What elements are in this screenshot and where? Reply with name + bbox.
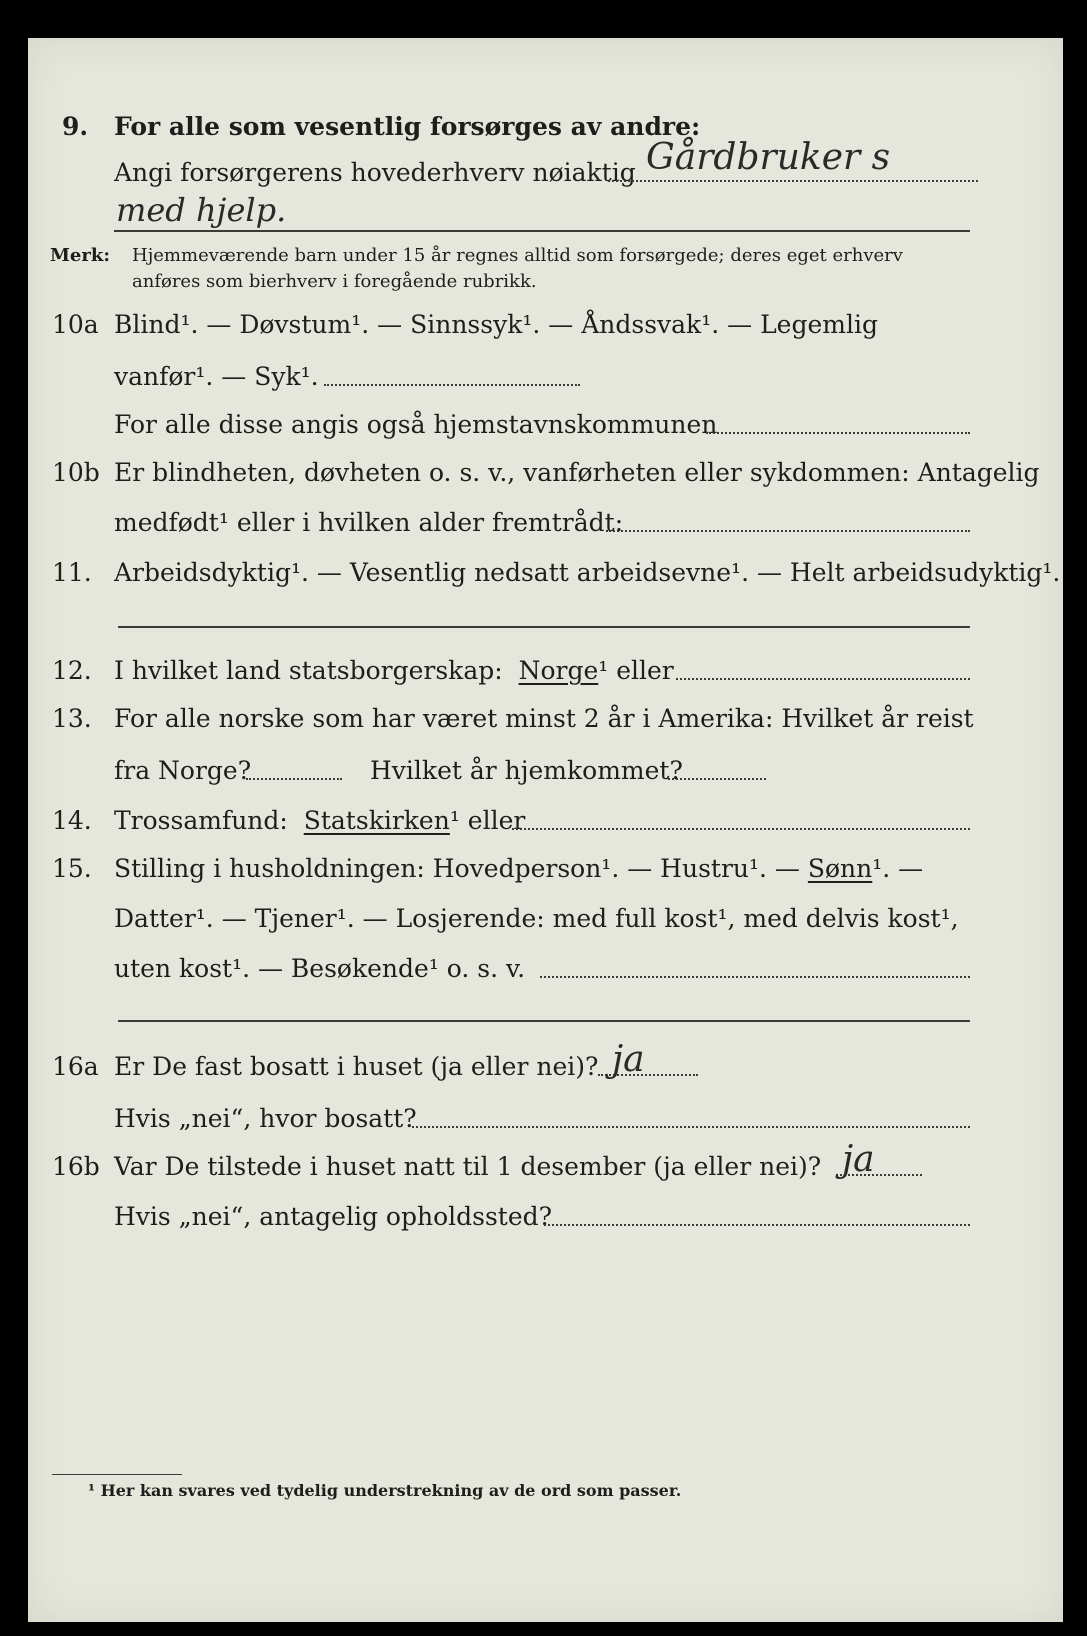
q16b-answer-handwritten: ja [842, 1139, 875, 1180]
merk-label: Merk: [50, 245, 110, 266]
q16a-number: 16a [52, 1052, 99, 1081]
q16b-number: 16b [52, 1152, 100, 1181]
footnote-rule [52, 1474, 182, 1475]
q9-answer-line-2 [114, 230, 970, 232]
q13-hjemkommet-line [668, 778, 766, 780]
q13-line-2b: Hvilket år hjemkommet? [370, 756, 683, 785]
q9-answer-handwritten-2: med hjelp. [116, 191, 287, 229]
q16b-opholdssted-line [544, 1224, 970, 1226]
q15-answer-line-2 [118, 1020, 970, 1022]
q14-answer-line [512, 828, 970, 830]
q16b-line-1: Var De tilstede i huset natt til 1 desember (ja eller nei)? [114, 1152, 822, 1181]
q14-underlined-answer: Statskirken [303, 806, 450, 835]
q12-underlined-answer: Norge [518, 656, 599, 685]
q12-line: I hvilket land statsborgerskap: Norge¹ eller [114, 656, 674, 685]
q9-prompt: Angi forsørgerens hovederhverv nøiaktig [114, 158, 636, 187]
q13-line-1: For alle norske som har været minst 2 år i Amerika: Hvilket år reist [114, 704, 974, 733]
q10a-hjemstavn-line [706, 432, 970, 434]
q13-line-2a: fra Norge? [114, 756, 252, 785]
q16b-line-2: Hvis „nei“, antagelig opholdssted? [114, 1202, 553, 1231]
q16a-bosatt-line [412, 1126, 970, 1128]
q9-heading: For alle som vesentlig forsørges av andre: [114, 112, 701, 141]
merk-line-2: anføres som bierhverv i foregående rubrikk. [132, 271, 537, 292]
q10b-answer-line [606, 530, 970, 532]
q10a-line-1: Blind¹. — Døvstum¹. — Sinnssyk¹. — Åndssvak¹. — Legemlig [114, 310, 878, 339]
footnote: ¹ Her kan svares ved tydelig understrekning av de ord som passer. [88, 1481, 682, 1500]
q9-answer-line [608, 180, 978, 182]
q15-answer-line [540, 976, 970, 978]
q13-number: 13. [52, 704, 92, 733]
q15-line-1: Stilling i husholdningen: Hovedperson¹. — Hustru¹. — Sønn¹. — [114, 854, 924, 883]
q10a-answer-line [324, 384, 580, 386]
q15-line-3: uten kost¹. — Besøkende¹ o. s. v. [114, 954, 526, 983]
q16a-line-2: Hvis „nei“, hvor bosatt? [114, 1104, 417, 1133]
q10b-line-1: Er blindheten, døvheten o. s. v., vanførheten eller sykdommen: Antagelig [114, 458, 1040, 487]
q12-number: 12. [52, 656, 92, 685]
q16a-line-1: Er De fast bosatt i huset (ja eller nei)? [114, 1052, 599, 1081]
q16a-answer-handwritten: ja [612, 1039, 645, 1080]
q15-underlined-answer: Sønn [807, 854, 873, 883]
q15-line-2: Datter¹. — Tjener¹. — Losjerende: med full kost¹, med delvis kost¹, [114, 904, 959, 933]
q9-number: 9. [62, 112, 89, 141]
q14-number: 14. [52, 806, 92, 835]
q11-answer-line [118, 626, 970, 628]
q10a-line-2: vanfør¹. — Syk¹. [114, 362, 319, 391]
q13-reist-line [246, 778, 342, 780]
q11-number: 11. [52, 558, 92, 587]
q15-number: 15. [52, 854, 92, 883]
q9-answer-handwritten: Gårdbruker s [646, 137, 891, 178]
q10b-line-2: medfødt¹ eller i hvilken alder fremtrådt: [114, 508, 624, 537]
q10a-line-3: For alle disse angis også hjemstavnskommunen [114, 410, 718, 439]
q12-answer-line [676, 678, 970, 680]
merk-line-1: Hjemmeværende barn under 15 år regnes alltid som forsørgede; deres eget erhverv [132, 245, 903, 266]
q10b-number: 10b [52, 458, 100, 487]
q10a-number: 10a [52, 310, 99, 339]
q11-line-1: Arbeidsdyktig¹. — Vesentlig nedsatt arbeidsevne¹. — Helt arbeidsudyktig¹. [114, 558, 1061, 587]
q14-line: Trossamfund: Statskirken¹ eller [114, 806, 526, 835]
